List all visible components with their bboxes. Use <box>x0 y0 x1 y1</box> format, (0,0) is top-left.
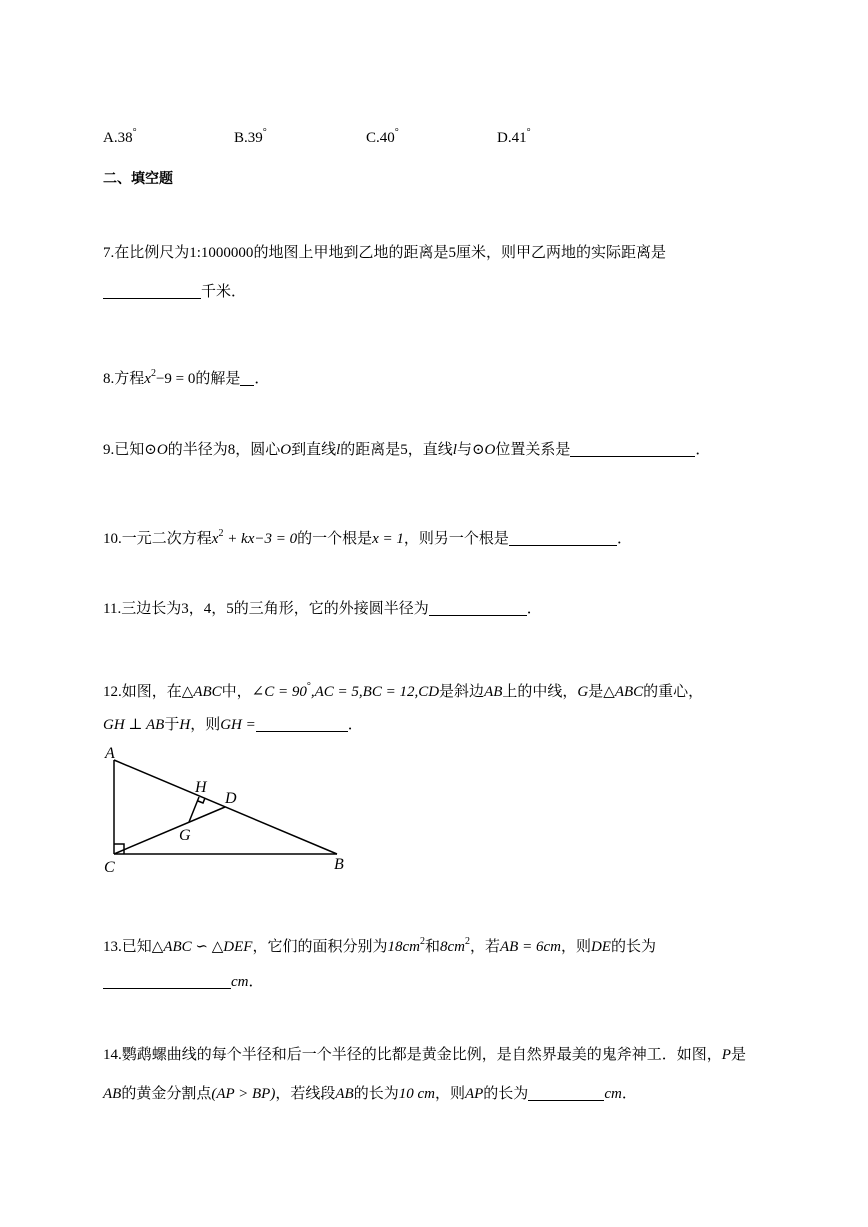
triangle-symbol: △ <box>603 684 615 700</box>
q14-text: 是 <box>730 1047 746 1063</box>
choice-letter: A. <box>103 130 118 146</box>
question-number: 13. <box>103 939 122 955</box>
q14-length: 10 cm <box>398 1086 435 1102</box>
q14-text: ，若线段 <box>275 1086 336 1102</box>
question-9 <box>103 440 710 460</box>
q9-text: ． <box>695 442 711 458</box>
q13-segment: DE <box>590 939 611 955</box>
degree-sign: ° <box>526 127 531 138</box>
q7-distance: 5 <box>448 245 456 261</box>
q10-equation: + kx−3 = 0 <box>223 531 298 547</box>
q11-side: 5 <box>226 601 234 617</box>
segment-gh <box>189 797 199 822</box>
answer-blank[interactable] <box>429 599 527 616</box>
choice-c <box>366 127 399 147</box>
choice-value: 41 <box>511 130 527 146</box>
circle-symbol: ⊙ <box>471 442 485 458</box>
question-number: 9. <box>103 442 115 458</box>
q13-text: ，则 <box>560 939 591 955</box>
right-angle-mark-h <box>198 798 205 803</box>
question-8 <box>103 364 269 389</box>
segment-cd <box>114 807 225 854</box>
q9-radius: 8 <box>227 442 236 458</box>
degree-sign: ° <box>132 127 137 138</box>
q11-text: ． <box>526 601 542 617</box>
q13-triangle: ABC <box>163 939 192 955</box>
q9-text: 的半径为 <box>167 442 228 458</box>
q11-text: ， <box>211 601 227 617</box>
question-14-line2 <box>103 1084 637 1104</box>
q9-text: ，直线 <box>407 442 453 458</box>
q9-text: 与 <box>456 442 472 458</box>
q12-triangle: ABC <box>614 684 644 700</box>
triangle-symbol: △ <box>151 939 164 955</box>
circle-symbol: ⊙ <box>144 442 157 458</box>
q12-text: 如图，在 <box>121 684 182 700</box>
q13-text: ，若 <box>469 939 500 955</box>
q13-exponent: 2 <box>464 936 470 947</box>
choice-d <box>497 127 531 147</box>
q12-text: 的重心， <box>643 684 704 700</box>
q10-text: ，则另一个根是 <box>403 531 509 547</box>
q13-unit: cm <box>231 974 249 990</box>
q13-text: 已知 <box>121 939 152 955</box>
q13-exponent: 2 <box>419 936 425 947</box>
q13-triangle: DEF <box>223 939 253 955</box>
section-heading: 二、填空题 <box>103 171 173 187</box>
q10-root: x = 1 <box>372 531 404 547</box>
degree-sign: ° <box>394 127 399 138</box>
q12-triangle: ABC <box>193 684 222 700</box>
q12-text: ，则 <box>190 717 221 733</box>
q12-question: GH = <box>220 717 256 733</box>
q13-area: 8cm <box>439 939 465 955</box>
q13-condition: AB = 6cm <box>500 939 561 955</box>
right-angle-mark-c <box>114 844 124 854</box>
degree-sign: ° <box>262 127 267 138</box>
answer-blank[interactable] <box>103 972 231 989</box>
choice-a <box>103 127 137 147</box>
label-d: D <box>225 790 237 807</box>
q8-exponent: 2 <box>150 368 156 379</box>
q12-point: G <box>577 684 589 700</box>
q12-text: 是 <box>588 684 604 700</box>
choice-letter: C. <box>366 130 380 146</box>
q12-segment: AB <box>484 684 503 700</box>
q10-text: 的一个根是 <box>297 531 373 547</box>
q7-text: 的地图上甲地到乙地的距离是 <box>253 245 449 261</box>
q14-segment: AB <box>335 1086 354 1102</box>
q14-text: ，则 <box>434 1086 465 1102</box>
q7-text: 千米． <box>201 284 247 300</box>
q14-text: 的长为 <box>353 1086 399 1102</box>
line-l: l <box>336 442 341 458</box>
q12-text: 上的中线， <box>502 684 578 700</box>
q8-text: 方程 <box>114 371 145 387</box>
q11-side: 3 <box>181 601 189 617</box>
answer-blank[interactable] <box>509 529 617 546</box>
q9-text: ，圆心 <box>235 442 281 458</box>
q12-text: 于 <box>164 717 180 733</box>
q7-text: 在比例尺为 <box>114 245 190 261</box>
q12-point: H <box>179 717 191 733</box>
q14-text: 的长为 <box>483 1086 529 1102</box>
q12-condition: ∠C = 90 <box>251 684 307 700</box>
q12-condition: GH ⊥ AB <box>103 717 165 733</box>
choice-letter: D. <box>497 130 512 146</box>
q9-text: 的距离是 <box>340 442 401 458</box>
q14-condition: (AP > BP) <box>211 1086 276 1102</box>
choice-value: 40 <box>379 130 395 146</box>
answer-blank[interactable] <box>256 715 348 732</box>
question-number: 8. <box>103 371 115 387</box>
q8-variable: x <box>144 371 151 387</box>
q8-text: 的解是 <box>195 371 241 387</box>
question-12-line2 <box>103 715 363 735</box>
question-7 <box>103 243 666 263</box>
q11-text: 三边长为 <box>121 601 182 617</box>
q7-scale: 1:1000000 <box>189 245 254 261</box>
answer-blank[interactable] <box>103 282 201 299</box>
q8-text: ． <box>254 371 270 387</box>
center-o: O <box>156 442 168 458</box>
q13-area: 18cm <box>387 939 420 955</box>
similar-symbol: ∽ <box>191 939 212 955</box>
q14-segment: AP <box>464 1086 484 1102</box>
label-b: B <box>334 856 344 873</box>
q14-text: 鹦鹉螺曲线的每个半径和后一个半径的比都是黄金比例，是自然界最美的鬼斧神工．如图， <box>121 1047 722 1063</box>
segment-ab <box>114 760 337 854</box>
q12-text: 中， <box>221 684 252 700</box>
question-number: 11. <box>103 601 122 617</box>
question-12 <box>103 677 703 702</box>
label-a: A <box>105 745 115 762</box>
question-10 <box>103 524 632 549</box>
question-7-line2 <box>103 282 246 302</box>
q14-text: ． <box>621 1086 637 1102</box>
q12-text: ． <box>347 717 363 733</box>
degree-sign: ° <box>306 681 311 692</box>
answer-blank[interactable] <box>570 440 695 457</box>
q9-distance: 5 <box>400 442 408 458</box>
label-h: H <box>195 779 207 796</box>
q12-condition: ,AC = 5,BC = 12,CD <box>310 684 440 700</box>
question-number: 14. <box>103 1047 122 1063</box>
answer-blank[interactable] <box>528 1084 604 1101</box>
question-number: 10. <box>103 531 122 547</box>
choice-value: 38 <box>117 130 133 146</box>
q11-text: ， <box>188 601 204 617</box>
q8-equation: −9 = 0 <box>155 371 196 387</box>
q9-text: 位置关系是 <box>495 442 571 458</box>
triangle-symbol: △ <box>181 684 194 700</box>
q10-text: ． <box>616 531 632 547</box>
q14-point: P <box>721 1047 731 1063</box>
q13-text: 的长为 <box>610 939 656 955</box>
q14-unit: cm <box>604 1086 622 1102</box>
choice-b <box>234 127 267 147</box>
q13-text: ． <box>248 974 264 990</box>
center-o: O <box>484 442 496 458</box>
answer-blank[interactable] <box>240 369 254 386</box>
q11-side: 4 <box>203 601 212 617</box>
label-c: C <box>104 859 115 876</box>
question-13-line2 <box>103 972 264 992</box>
label-g: G <box>179 827 191 844</box>
question-13 <box>103 932 656 957</box>
q10-text: 一元二次方程 <box>121 531 212 547</box>
q11-text: 的三角形，它的外接圆半径为 <box>233 601 429 617</box>
q9-text: 到直线 <box>291 442 337 458</box>
q13-text: ，它们的面积分别为 <box>252 939 388 955</box>
q9-text: 已知 <box>114 442 145 458</box>
question-number: 12. <box>103 684 122 700</box>
question-14 <box>103 1045 746 1065</box>
choice-value: 39 <box>247 130 263 146</box>
center-o: O <box>280 442 292 458</box>
choice-letter: B. <box>234 130 248 146</box>
q10-exponent: 2 <box>218 528 224 539</box>
line-l: l <box>452 442 457 458</box>
q7-text: 厘米，则甲乙两地的实际距离是 <box>455 245 666 261</box>
q12-text: 是斜边 <box>439 684 485 700</box>
question-number: 7. <box>103 245 115 261</box>
q10-variable: x <box>211 531 219 547</box>
q13-text: 和 <box>424 939 440 955</box>
q14-text: 的黄金分割点 <box>121 1086 212 1102</box>
q14-segment: AB <box>103 1086 122 1102</box>
question-11 <box>103 599 542 619</box>
triangle-symbol: △ <box>211 939 224 955</box>
